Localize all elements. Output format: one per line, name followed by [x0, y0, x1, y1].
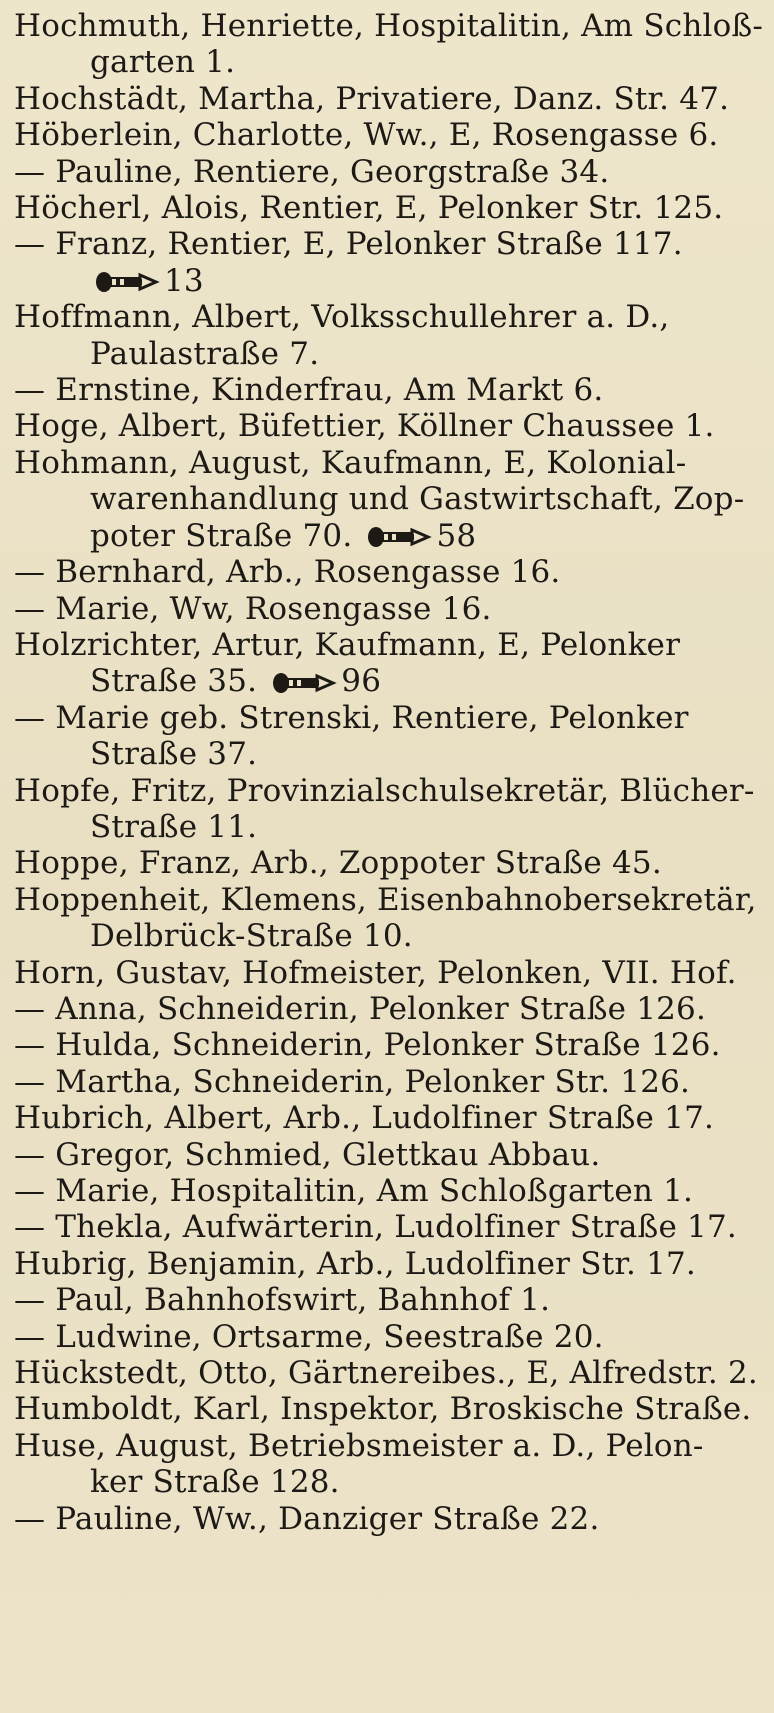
entry-text: Hoge, Albert, Büfettier, Köllner Chaussee 1.: [14, 408, 715, 445]
entry-holzrichter-marie-cont-1: [14, 736, 760, 772]
telephone-icon: [366, 524, 432, 550]
entry-text: Straße 37.: [90, 736, 258, 773]
entry-hubrich-gregor: [14, 1137, 760, 1173]
entry-text: — Paul, Bahnhofswirt, Bahnhof 1.: [14, 1282, 551, 1319]
entry-humboldt: [14, 1391, 760, 1427]
entry-text: Hückstedt, Otto, Gärtnereibes., E, Alfredstr. 2.: [14, 1355, 758, 1392]
entry-text: — Franz, Rentier, E, Pelonker Straße 117.: [14, 226, 683, 263]
entry-horn-anna: [14, 991, 760, 1027]
entry-text: — Pauline, Ww., Danziger Straße 22.: [14, 1500, 600, 1537]
telephone-number: 58: [436, 517, 477, 554]
entry-text: Holzrichter, Artur, Kaufmann, E, Pelonker: [14, 626, 681, 663]
entry-text: Höberlein, Charlotte, Ww., E, Rosengasse 6.: [14, 117, 719, 154]
entry-text: — Bernhard, Arb., Rosengasse 16.: [14, 554, 561, 591]
entry-hubrich-albert: [14, 1100, 760, 1136]
telephone-icon: [271, 670, 337, 696]
entry-hoecherl-franz: [14, 226, 760, 262]
telephone-icon: [94, 269, 160, 295]
entry-hoppe: [14, 845, 760, 881]
entry-text: warenhandlung und Gastwirtschaft, Zop-: [90, 481, 745, 518]
telephone-number: 13: [164, 262, 204, 299]
entry-text: — Marie, Hospitalitin, Am Schloßgarten 1.: [14, 1173, 694, 1209]
entry-hochmuth: [14, 8, 764, 44]
entry-text: Straße 11.: [90, 808, 258, 845]
entry-text: Horn, Gustav, Hofmeister, Pelonken, VII. Hof.: [14, 954, 737, 991]
entry-text: Straße 35.: [90, 663, 258, 700]
entry-horn-hulda: [14, 1027, 760, 1063]
entry-text: — Hulda, Schneiderin, Pelonker Straße 126.: [14, 1027, 721, 1064]
entry-hochstaedt: [14, 81, 760, 117]
telephone-number: 96: [341, 663, 382, 700]
entry-text: — Marie, Ww, Rosengasse 16.: [14, 590, 492, 627]
entry-hubrig-paul: [14, 1282, 760, 1318]
entry-hubrich-thekla: [14, 1209, 760, 1245]
entry-text: poter Straße 70.: [90, 517, 353, 554]
entry-text: Hopfe, Fritz, Provinzialschulsekretär, Blücher-: [14, 772, 755, 809]
entry-hoppenheit-cont-1: [14, 918, 760, 954]
entry-horn-martha: [14, 1064, 760, 1100]
entry-hubrich-marie: [14, 1173, 760, 1209]
entry-hoffmann-albert-cont-1: [14, 336, 760, 372]
entry-hubrig-benjamin: [14, 1246, 760, 1282]
entry-text: — Pauline, Rentiere, Georgstraße 34.: [14, 153, 610, 190]
entry-hohmann-august-cont-1: [14, 481, 760, 517]
entry-text: — Martha, Schneiderin, Pelonker Str. 126.: [14, 1063, 691, 1100]
entry-holzrichter-marie: [14, 700, 760, 736]
entry-hubrig-ludwine: [14, 1319, 760, 1355]
entry-text: Hoppenheit, Klemens, Eisenbahnobersekretär,: [14, 881, 757, 918]
entry-text: Hohmann, August, Kaufmann, E, Kolonial-: [14, 444, 687, 481]
entry-text: — Ludwine, Ortsarme, Seestraße 20.: [14, 1318, 604, 1355]
entry-text: — Ernstine, Kinderfrau, Am Markt 6.: [14, 372, 604, 409]
entry-hopfe: [14, 773, 760, 809]
entry-huse-august: [14, 1428, 760, 1464]
entry-hopfe-cont-1: [14, 809, 760, 845]
entry-text: Hochstädt, Martha, Privatiere, Danz. Str. 47.: [14, 80, 730, 117]
entry-text: Hoffmann, Albert, Volksschullehrer a. D.,: [14, 299, 670, 336]
entry-hoeberlein-charlotte: [14, 117, 760, 153]
entry-text: Humboldt, Karl, Inspektor, Broskische Straße.: [14, 1391, 752, 1428]
entry-text: — Anna, Schneiderin, Pelonker Straße 126.: [14, 990, 707, 1027]
entry-hoge: [14, 408, 760, 444]
entry-text: Huse, August, Betriebsmeister a. D., Pelon-: [14, 1427, 704, 1464]
entry-text: Paulastraße 7.: [90, 335, 320, 372]
entry-hoecherl-alois: [14, 190, 760, 226]
entry-text: Höcherl, Alois, Rentier, E, Pelonker Str. 125.: [14, 190, 724, 227]
entry-hohmann-bernhard: [14, 554, 760, 590]
entry-text: Hoppe, Franz, Arb., Zoppoter Straße 45.: [14, 845, 662, 882]
entry-huse-august-cont-1: [14, 1464, 760, 1500]
entry-hoecherl-franz-telephone: [14, 263, 760, 299]
entry-hoffmann-albert: [14, 299, 760, 335]
entry-hoffmann-ernstine: [14, 372, 760, 408]
entry-holzrichter-artur-cont-1: [14, 663, 760, 699]
entry-text: Delbrück-Straße 10.: [90, 918, 413, 955]
entry-hohmann-august-cont-2: [14, 518, 760, 554]
entry-hueckstedt: [14, 1355, 760, 1391]
entry-hohmann-august: [14, 445, 760, 481]
entry-text: garten 1.: [90, 44, 236, 81]
entry-text: — Marie geb. Strenski, Rentiere, Pelonker: [14, 699, 689, 736]
entry-huse-pauline: [14, 1501, 760, 1537]
entry-hoppenheit: [14, 882, 760, 918]
entry-text: — Thekla, Aufwärterin, Ludolfiner Straße 17.: [14, 1209, 737, 1246]
entry-hoeberlein-pauline: [14, 154, 760, 190]
entry-hochmuth-cont-1: [14, 44, 760, 80]
entry-text: Hubrig, Benjamin, Arb., Ludolfiner Str. 17.: [14, 1245, 696, 1282]
entry-holzrichter-artur: [14, 627, 760, 663]
entry-text: — Gregor, Schmied, Glettkau Abbau.: [14, 1136, 601, 1173]
entry-horn-gustav: [14, 955, 760, 991]
entry-text: Hubrich, Albert, Arb., Ludolfiner Straße 17.: [14, 1100, 715, 1137]
entry-text: ker Straße 128.: [90, 1464, 340, 1501]
entry-text: Hochmuth, Henriette, Hospitalitin, Am Schloß-: [14, 8, 764, 44]
entry-hohmann-marie: [14, 591, 760, 627]
